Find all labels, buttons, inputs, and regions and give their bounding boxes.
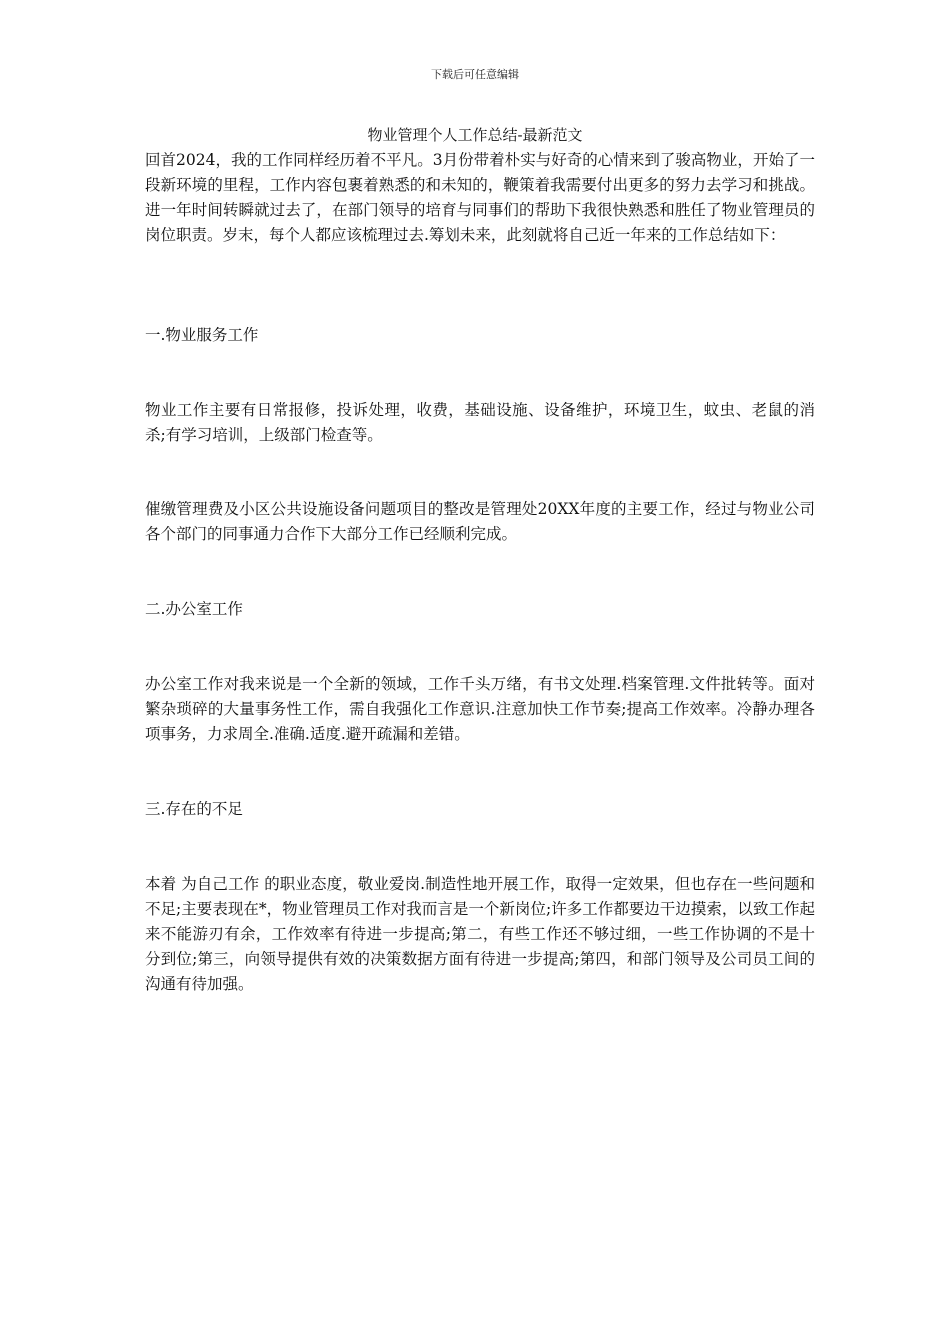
document-title: 物业管理个人工作总结-最新范文 — [367, 126, 583, 144]
section-heading-1: 一.物业服务工作 — [145, 326, 259, 344]
section-heading-2: 二.办公室工作 — [145, 600, 243, 618]
section2-paragraph-1: 办公室工作对我来说是一个全新的领域，工作千头万绪，有书文处理.档案管理.文件批转等。面对繁杂琐碎的大量事务性工作，需自我强化工作意识.注意加快工作节奏;提高工作效率。冷静办理各项事务，力求周全.准确.适度.避开疏漏和差错。 — [145, 675, 815, 743]
header-note: 下载后可任意编辑 — [431, 68, 519, 81]
section-heading-3: 三.存在的不足 — [145, 800, 243, 818]
intro-paragraph: 回首2024，我的工作同样经历着不平凡。3月份带着朴实与好奇的心情来到了骏高物业，开始了一段新环境的里程，工作内容包裹着熟悉的和未知的，鞭策着我需要付出更多的努力去学习和挑战。进一年时间转瞬就过去了，在部门领导的培育与同事们的帮助下我很快熟悉和胜任了物业管理员的岗位职责。岁末，每个人都应该梳理过去.筹划未来，此刻就将自己近一年来的工作总结如下： — [145, 151, 815, 244]
section1-paragraph-1: 物业工作主要有日常报修，投诉处理，收费，基础设施、设备维护，环境卫生，蚊虫、老鼠的消杀;有学习培训，上级部门检查等。 — [145, 401, 815, 444]
section1-paragraph-2: 催缴管理费及小区公共设施设备问题项目的整改是管理处20XX年度的主要工作，经过与物业公司各个部门的同事通力合作下大部分工作已经顺利完成。 — [145, 500, 815, 543]
section3-paragraph-1: 本着 为自己工作 的职业态度，敬业爱岗.制造性地开展工作，取得一定效果，但也存在一些问题和不足;主要表现在*，物业管理员工作对我而言是一个新岗位;许多工作都要边干边摸索，以致工作起来不能游刃有余，工作效率有待进一步提高;第二，有些工作还不够过细，一些工作协调的不是十分到位;第三，向领导提供有效的决策数据方面有待进一步提高;第四，和部门领导及公司员工间的沟通有待加强。 — [145, 875, 815, 993]
